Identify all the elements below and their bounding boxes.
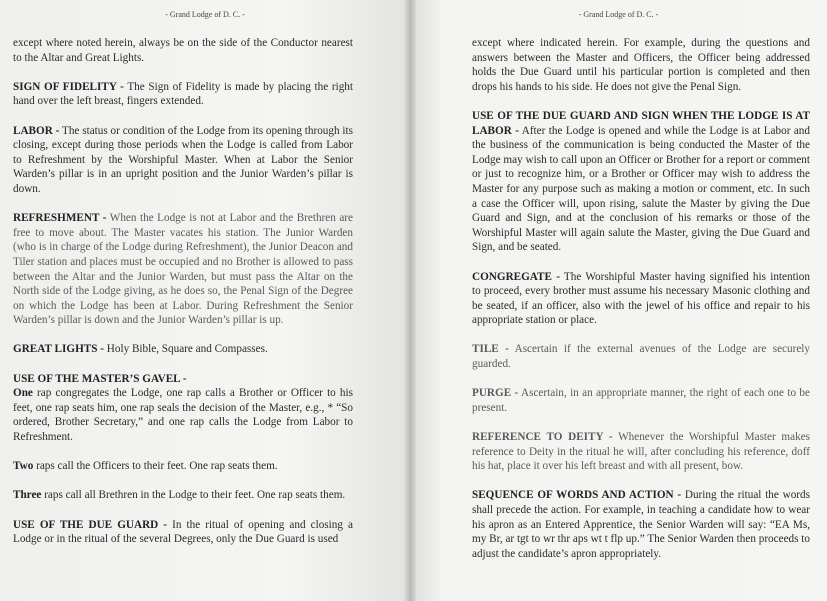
paragraph [13,372,353,387]
left-page-header: - Grand Lodge of D. C. - [165,10,245,19]
term-sequence-of-words: SEQUENCE OF WORDS AND ACTION - [472,489,682,502]
term-great-lights: GREAT LIGHTS - [13,343,104,356]
paragraph: CONGREGATE - The Worshipful Master having signified his intention to proceed, every brother must assume his necessary Masonic clothing and be seated, if an officer, also with the jewel of his office and repair to his appropriate station or place. [472,270,810,327]
paragraph: LABOR - The status or condition of the Lodge from its opening through its closing, except during those periods when the Lodge is called from Labor to Refreshment by the Worshipful Master. When at Labor the Senior Warden’s pillar is in an upright position and the Junior Warden’s pillar is down. [13,124,353,195]
term-tile: TILE - [472,343,509,356]
right-page-header: - Grand Lodge of D. C. - [578,10,659,19]
book-gutter [404,0,416,601]
paragraph: USE OF THE DUE GUARD AND SIGN WHEN THE LODGE IS AT LABOR - After the Lodge is opened and while the Lodge is at Labor and the business of the communication is being conducted the Master of the Lodge may wish to call upon an Officer or Brother for a report or comment or just to recognize him, or a Brother or Officer may wish to address the Master for any purpose such as making a motion or comment, etc. In such a case the Officer will, upon rising, salute the Master by giving the Due Guard and Sign, and at the conclusion of his remarks or those of the Worshipful Master will again salute the Master, giving the Due Guard and Sign, and be seated. [472,109,810,254]
paragraph: PURGE - Ascertain, in an appropriate manner, the right of each one to be present. [472,387,810,414]
paragraph: TILE - Ascertain if the external avenues of the Lodge are securely guarded. [472,343,810,371]
paragraph: USE OF THE DUE GUARD - In the ritual of opening and closing a Lodge or in the ritual of the several Degrees, only the Due Guard is used [13,518,353,546]
right-page [410,0,827,601]
paragraph: Three raps call all Brethren in the Lodge to their feet. One rap seats them. [13,489,346,502]
term-due-guard-at-labor: USE OF THE DUE GUARD AND SIGN WHEN THE LODGE IS AT LABOR - [472,109,810,137]
paragraph: except where noted herein, always be on the side of the Conductor nearest to the Altar and Great Lights. [13,37,353,64]
term-purge: PURGE - [472,387,519,400]
paragraph: REFERENCE TO DEITY - Whenever the Worshipful Master makes reference to Deity in the ritual he will, after concluding his reference, doff his hat, place it over his left breast and with all present, bow. [472,431,810,473]
paragraph: Two raps call the Officers to their feet. One rap seats them. [13,460,278,473]
paragraph: SIGN OF FIDELITY - The Sign of Fidelity is made by placing the right hand over the left breast, fingers extended. [13,80,353,108]
term-labor: LABOR - [13,124,60,137]
left-page [0,0,410,601]
term-congregate: CONGREGATE - [472,270,560,283]
paragraph: REFRESHMENT - When the Lodge is not at Labor and the Brethren are free to move about. The Master vacates his station. The Junior Warden (who is in charge of the Lodge during Refreshment), the Junior Deacon and Tiler station and places must be occupied and no Brother is allowed to pass between the Altar and the Junior Warden, but must pass the Altar on the North side of the Lodge giving, as he does so, the Penal Sign of the Degree on which the Lodge has been at Labor. During Refreshment the Senior Warden’s pillar is down and the Junior Warden’s pillar is up. [13,212,354,327]
term-sign-of-fidelity: SIGN OF FIDELITY - [13,80,124,93]
right-page-content [472,36,810,576]
term-refreshment: REFRESHMENT - [13,212,107,225]
left-page-content [13,36,353,561]
term-masters-gavel: USE OF THE MASTER’S GAVEL - [13,372,187,385]
term-reference-to-deity: REFERENCE TO DEITY - [472,431,613,444]
paragraph: except where indicated herein. For example, during the questions and answers between the Master and Officers, the Officer being addressed holds the Due Guard until his particular portion is completed and then drops his hands to his side. He does not give the Penal Sign. [472,37,810,93]
term-due-guard: USE OF THE DUE GUARD - [13,518,168,531]
paragraph: GREAT LIGHTS - Holy Bible, Square and Compasses. [13,343,268,356]
paragraph: One rap congregates the Lodge, one rap calls a Brother or Officer to his feet, one rap seats him, one rap seals the decision of the Master, e.g., * “So ordered, Brother Secretary,” and one rap calls the Lodge from Labor to Refreshment. [13,387,353,444]
paragraph: SEQUENCE OF WORDS AND ACTION - During the ritual the words shall precede the action. For example, in teaching a candidate how to wear his apron as an Entered Apprentice, the Senior Warden will say: “EA Ms, my Br, ar tgt to wr thr aps wt t flp up.” The Senior Warden then proceeds to adjust the candidate’s apron appropriately. [472,489,810,560]
